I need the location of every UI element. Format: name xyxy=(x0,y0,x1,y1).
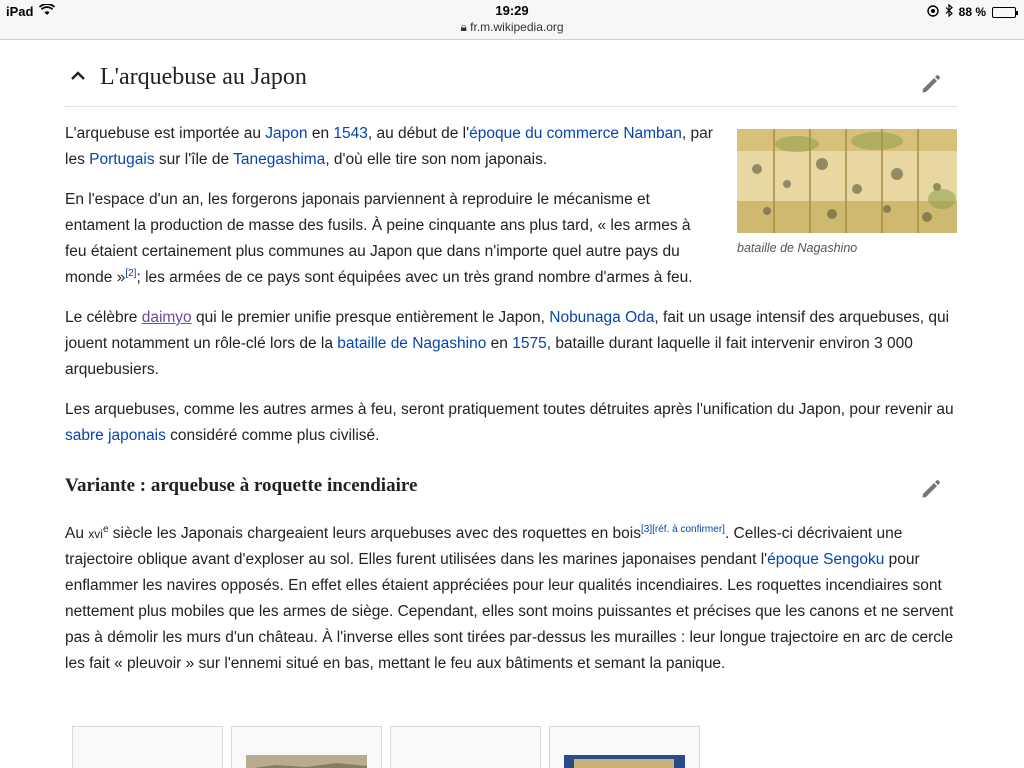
orientation-lock-icon xyxy=(927,5,939,20)
section-title: L'arquebuse au Japon xyxy=(100,64,307,90)
figure-caption: bataille de Nagashino xyxy=(737,241,858,255)
pencil-icon[interactable] xyxy=(919,477,943,501)
text: L'arquebuse est importée au xyxy=(65,125,266,142)
text: . Celles-ci décrivaient une trajectoire oblique avant d'exploser au sol. Elles furent utilisées dans les marines japonaises pendant l' xyxy=(65,525,903,568)
battery-icon xyxy=(992,7,1016,18)
device-label: iPad xyxy=(6,4,34,19)
link-epoque-sengoku[interactable]: époque Sengoku xyxy=(767,551,885,568)
paragraph xyxy=(65,121,715,173)
link-tanegashima[interactable]: Tanegashima xyxy=(233,151,326,168)
link-epoque-namban[interactable]: époque du commerce Namban xyxy=(469,125,682,142)
body-paragraphs xyxy=(65,305,957,677)
subsection-header xyxy=(65,475,957,505)
century-roman: xvi xyxy=(88,527,103,541)
link-sabre-japonais[interactable]: sabre japonais xyxy=(65,427,166,444)
text: , fait un usage intensif des arquebuses, qui jouent notamment un rôle-clé lors de la xyxy=(65,309,950,352)
paragraph xyxy=(65,521,957,677)
century-sup: e xyxy=(102,523,109,535)
text: siècle les Japonais chargeaient leurs arquebuses avec des roquettes en bois xyxy=(108,525,641,542)
address-url[interactable]: fr.m.wikipedia.org xyxy=(470,20,564,34)
subsection-title: Variante : arquebuse à roquette incendiaire xyxy=(65,475,418,496)
link-daimyo[interactable]: daimyo xyxy=(141,309,192,326)
reference-2[interactable]: [2] xyxy=(125,267,137,279)
text: , d'où elle tire son nom japonais. xyxy=(325,151,548,168)
battle-screen-image[interactable] xyxy=(737,129,957,233)
gallery-item[interactable] xyxy=(231,726,382,768)
reference-3[interactable]: [3] xyxy=(641,523,653,535)
text: qui le premier unifie presque entièrement le Japon, xyxy=(191,309,550,326)
image-gallery xyxy=(72,726,700,768)
link-japon[interactable]: Japon xyxy=(265,125,308,142)
gallery-item[interactable] xyxy=(72,726,223,768)
paragraph xyxy=(65,397,957,449)
gallery-thumbnail[interactable] xyxy=(564,755,685,768)
link-1575[interactable]: 1575 xyxy=(512,335,547,352)
text: , bataille durant laquelle il fait intervenir environ 3 000 arquebusiers. xyxy=(65,335,913,378)
text: Les arquebuses, comme les autres armes à feu, seront pratiquement toutes détruites après l'unification du Japon, pour revenir au xyxy=(65,401,954,418)
battery-percent: 88 % xyxy=(958,5,986,19)
text: Au xyxy=(65,525,89,542)
figure-nagashino[interactable] xyxy=(737,129,957,255)
text: considéré comme plus civilisé. xyxy=(165,427,380,444)
text: en xyxy=(307,125,334,142)
gallery-thumbnail[interactable] xyxy=(246,755,367,768)
section-header[interactable] xyxy=(65,40,957,107)
chevron-up-icon[interactable] xyxy=(71,68,83,80)
pencil-icon[interactable] xyxy=(919,72,943,96)
bluetooth-icon xyxy=(945,4,953,20)
link-nobunaga-oda[interactable]: Nobunaga Oda xyxy=(549,309,655,326)
ref-to-confirm[interactable]: [réf. à confirmer] xyxy=(652,523,725,535)
status-right xyxy=(927,4,1016,20)
text: pour enflammer les navires opposés. En effet elles étaient appréciées pour leur qualités incendiaires. Les roquettes incendiaires sont nettement plus mobiles que les armes de siège. Cependant, elles sont moins puissantes et précises que les canons et ne servent pas à démolir les murs d'un château. À l'inverse elles sont tirées par-dessus les murailles : leur longue trajectoire en arc de cercle les fait « pleuvoir » sur l'ennemi situé en bas, mettant le feu aux bâtiments et semant la panique. xyxy=(65,551,954,672)
link-1543[interactable]: 1543 xyxy=(333,125,368,142)
paragraph xyxy=(65,305,957,383)
gallery-item[interactable] xyxy=(390,726,541,768)
paragraph xyxy=(65,187,715,291)
article-content xyxy=(65,40,957,677)
text: , par les xyxy=(65,125,713,168)
lead-paragraphs xyxy=(65,121,715,291)
text: sur l'île de xyxy=(154,151,234,168)
status-time: 19:29 xyxy=(495,3,529,18)
gallery-item[interactable] xyxy=(549,726,700,768)
text: en xyxy=(486,335,513,352)
address-bar[interactable] xyxy=(0,20,1024,35)
text: , au début de l' xyxy=(367,125,470,142)
status-bar xyxy=(0,0,1024,40)
link-bataille-nagashino[interactable]: bataille de Nagashino xyxy=(337,335,487,352)
lock-icon: 🔒︎ xyxy=(460,20,467,34)
text: En l'espace d'un an, les forgerons japonais parviennent à reproduire le mécanisme et entament la production de masse des fusils. À peine cinquante ans plus tard, « les armes à feu étaient certainement plus communes au Japon que dans n'importe quel autre pays du monde » xyxy=(65,191,691,286)
text: ; les armées de ce pays sont équipées avec un très grand nombre d'armes à feu. xyxy=(136,269,693,286)
link-portugais[interactable]: Portugais xyxy=(89,151,155,168)
text: Le célèbre xyxy=(65,309,142,326)
